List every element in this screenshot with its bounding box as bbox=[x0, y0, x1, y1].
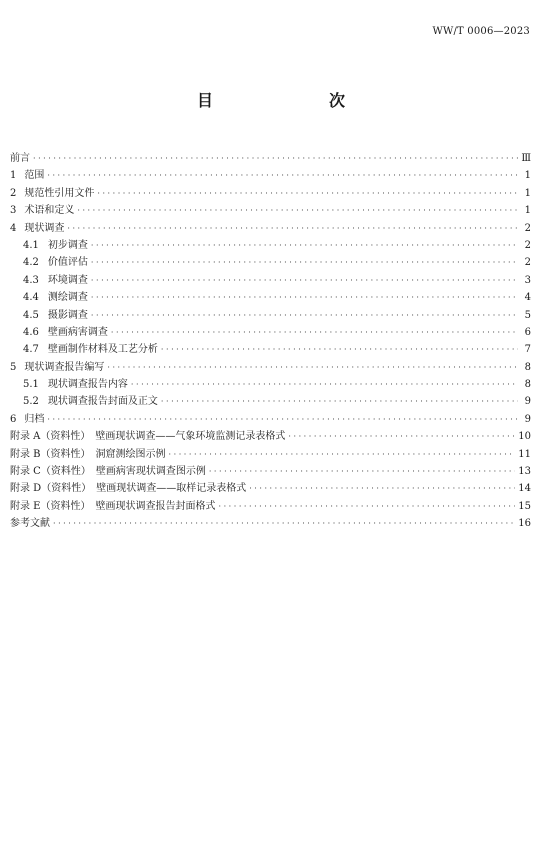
toc-entry-title: 归档 bbox=[24, 413, 45, 425]
toc-entry-label bbox=[10, 220, 64, 237]
toc-entry-number: 4.3 bbox=[23, 274, 39, 286]
toc-entry-title: 前言 bbox=[10, 153, 30, 164]
toc-entry[interactable] bbox=[10, 220, 531, 237]
toc-entry-label bbox=[23, 324, 108, 341]
toc-entry-label bbox=[23, 393, 158, 410]
toc-entry[interactable] bbox=[10, 515, 531, 532]
toc-entry-title: 附录 E（资料性） 壁画现状调查报告封面格式 bbox=[10, 500, 216, 512]
toc-entry-page: Ⅲ bbox=[521, 153, 531, 164]
toc-entry-number: 2 bbox=[10, 187, 17, 199]
toc-entry-title: 测绘调查 bbox=[47, 292, 88, 304]
toc-entry-title: 壁画制作材料及工艺分析 bbox=[47, 344, 158, 356]
toc-entry-page: 15 bbox=[518, 500, 531, 512]
toc-entry[interactable] bbox=[10, 411, 531, 428]
toc-entry-number: 6 bbox=[10, 413, 17, 425]
toc-entry-label bbox=[23, 254, 88, 271]
toc-entry-label bbox=[23, 376, 128, 393]
toc-entry-label bbox=[10, 463, 206, 480]
toc-entry-label bbox=[10, 498, 215, 515]
toc-entry[interactable] bbox=[10, 272, 531, 289]
toc-entry-page: 10 bbox=[518, 431, 531, 443]
dot-leader bbox=[111, 324, 518, 341]
toc-entry-label bbox=[23, 237, 88, 254]
toc-entry-label bbox=[10, 359, 104, 376]
toc-entry-title: 附录 D（资料性） 壁画现状调查——取样记录表格式 bbox=[10, 483, 247, 495]
toc-entry-page: 8 bbox=[524, 361, 531, 373]
toc-entry-page: 8 bbox=[524, 379, 531, 391]
toc-entry[interactable] bbox=[10, 289, 531, 306]
dot-leader bbox=[33, 150, 518, 167]
dot-leader bbox=[169, 446, 516, 463]
toc-entry-page: 13 bbox=[518, 466, 531, 478]
toc-entry-page: 1 bbox=[524, 187, 531, 199]
dot-leader bbox=[67, 220, 518, 237]
toc-entry-label bbox=[10, 411, 44, 428]
dot-leader bbox=[161, 393, 518, 410]
toc-entry-number: 3 bbox=[10, 205, 17, 217]
toc-entry-page: 6 bbox=[524, 326, 531, 338]
toc-entry-page: 2 bbox=[524, 222, 531, 234]
toc-entry-page: 16 bbox=[518, 518, 531, 530]
toc-entry-label bbox=[10, 428, 285, 445]
toc-entry-number: 4.2 bbox=[23, 257, 39, 269]
toc-entry-label bbox=[10, 480, 246, 497]
toc-entry-label bbox=[10, 167, 44, 184]
toc-entry[interactable] bbox=[10, 254, 531, 271]
toc-entry-title: 范围 bbox=[24, 170, 45, 182]
toc-entry-title: 附录 A（资料性） 壁画现状调查——气象环境监测记录表格式 bbox=[10, 431, 286, 443]
toc-entry[interactable] bbox=[10, 498, 531, 515]
toc-entry-label bbox=[23, 272, 88, 289]
toc-entry-number: 5.2 bbox=[23, 396, 39, 408]
dot-leader bbox=[161, 341, 518, 358]
page-title: 目 次 bbox=[196, 91, 373, 110]
dot-leader bbox=[131, 376, 518, 393]
toc-entry-number: 4.1 bbox=[23, 239, 39, 251]
toc-entry-number: 5 bbox=[10, 361, 17, 373]
toc-entry-title: 附录 B（资料性） 洞窟测绘图示例 bbox=[10, 448, 166, 460]
toc-entry-title: 参考文献 bbox=[10, 518, 50, 530]
toc-entry-page: 11 bbox=[518, 448, 531, 460]
dot-leader bbox=[107, 359, 518, 376]
dot-leader bbox=[288, 428, 515, 445]
toc-entry-number: 4.5 bbox=[23, 309, 39, 321]
toc-entry[interactable] bbox=[10, 307, 531, 324]
table-of-contents bbox=[10, 150, 531, 533]
toc-entry-number: 4.4 bbox=[23, 292, 39, 304]
toc-entry-title: 现状调查报告编写 bbox=[24, 361, 105, 373]
toc-entry-page: 2 bbox=[524, 257, 531, 269]
toc-entry-label bbox=[10, 202, 74, 219]
toc-entry[interactable] bbox=[10, 202, 531, 219]
toc-entry-title: 壁画病害调查 bbox=[47, 326, 108, 338]
toc-entry[interactable] bbox=[10, 480, 531, 497]
toc-entry[interactable] bbox=[10, 324, 531, 341]
dot-leader bbox=[209, 463, 515, 480]
toc-entry-page: 1 bbox=[524, 170, 531, 182]
toc-entry-number: 4.6 bbox=[23, 326, 39, 338]
standard-code: WW/T 0006—2023 bbox=[432, 26, 530, 37]
dot-leader bbox=[91, 307, 518, 324]
toc-entry-label bbox=[10, 446, 166, 463]
toc-entry[interactable] bbox=[10, 446, 531, 463]
toc-entry-title: 现状调查报告封面及正文 bbox=[47, 396, 158, 408]
toc-entry-page: 7 bbox=[524, 344, 531, 356]
toc-entry-page: 1 bbox=[524, 205, 531, 217]
toc-entry-page: 4 bbox=[524, 292, 531, 304]
toc-entry-page: 2 bbox=[524, 239, 531, 251]
dot-leader bbox=[249, 480, 515, 497]
dot-leader bbox=[97, 185, 518, 202]
toc-entry-label bbox=[10, 185, 94, 202]
toc-entry-label bbox=[10, 515, 50, 532]
toc-entry-title: 规范性引用文件 bbox=[24, 187, 95, 199]
toc-entry-title: 环境调查 bbox=[47, 274, 88, 286]
toc-entry-page: 9 bbox=[524, 396, 531, 408]
toc-entry-title: 摄影调查 bbox=[47, 309, 88, 321]
toc-entry-number: 1 bbox=[10, 170, 17, 182]
toc-entry-label bbox=[10, 150, 30, 167]
toc-entry-number: 4.7 bbox=[23, 344, 39, 356]
dot-leader bbox=[91, 272, 518, 289]
toc-entry-number: 4 bbox=[10, 222, 17, 234]
toc-entry[interactable] bbox=[10, 167, 531, 184]
toc-entry-number: 5.1 bbox=[23, 379, 39, 391]
toc-entry[interactable] bbox=[10, 376, 531, 393]
toc-entry[interactable] bbox=[10, 393, 531, 410]
toc-entry-title: 现状调查报告内容 bbox=[47, 379, 128, 391]
toc-entry[interactable] bbox=[10, 185, 531, 202]
toc-entry[interactable] bbox=[10, 463, 531, 480]
toc-entry-page: 5 bbox=[524, 309, 531, 321]
toc-entry-page: 3 bbox=[524, 274, 531, 286]
toc-entry-label bbox=[23, 341, 158, 358]
toc-entry[interactable] bbox=[10, 150, 531, 167]
toc-entry-title: 现状调查 bbox=[24, 222, 65, 234]
toc-entry-label bbox=[23, 307, 88, 324]
dot-leader bbox=[47, 411, 518, 428]
toc-entry[interactable] bbox=[10, 428, 531, 445]
toc-entry-title: 价值评估 bbox=[47, 257, 88, 269]
toc-entry-title: 术语和定义 bbox=[24, 205, 75, 217]
dot-leader bbox=[53, 515, 515, 532]
dot-leader bbox=[91, 237, 518, 254]
dot-leader bbox=[77, 202, 518, 219]
dot-leader bbox=[47, 167, 518, 184]
dot-leader bbox=[91, 254, 518, 271]
toc-entry-page: 9 bbox=[524, 413, 531, 425]
toc-entry[interactable] bbox=[10, 237, 531, 254]
toc-entry-title: 附录 C（资料性） 壁画病害现状调查图示例 bbox=[10, 466, 206, 478]
toc-entry[interactable] bbox=[10, 359, 531, 376]
toc-entry[interactable] bbox=[10, 341, 531, 358]
toc-entry-title: 初步调查 bbox=[47, 239, 88, 251]
dot-leader bbox=[218, 498, 515, 515]
toc-entry-label bbox=[23, 289, 88, 306]
dot-leader bbox=[91, 289, 518, 306]
toc-entry-page: 14 bbox=[518, 483, 531, 495]
